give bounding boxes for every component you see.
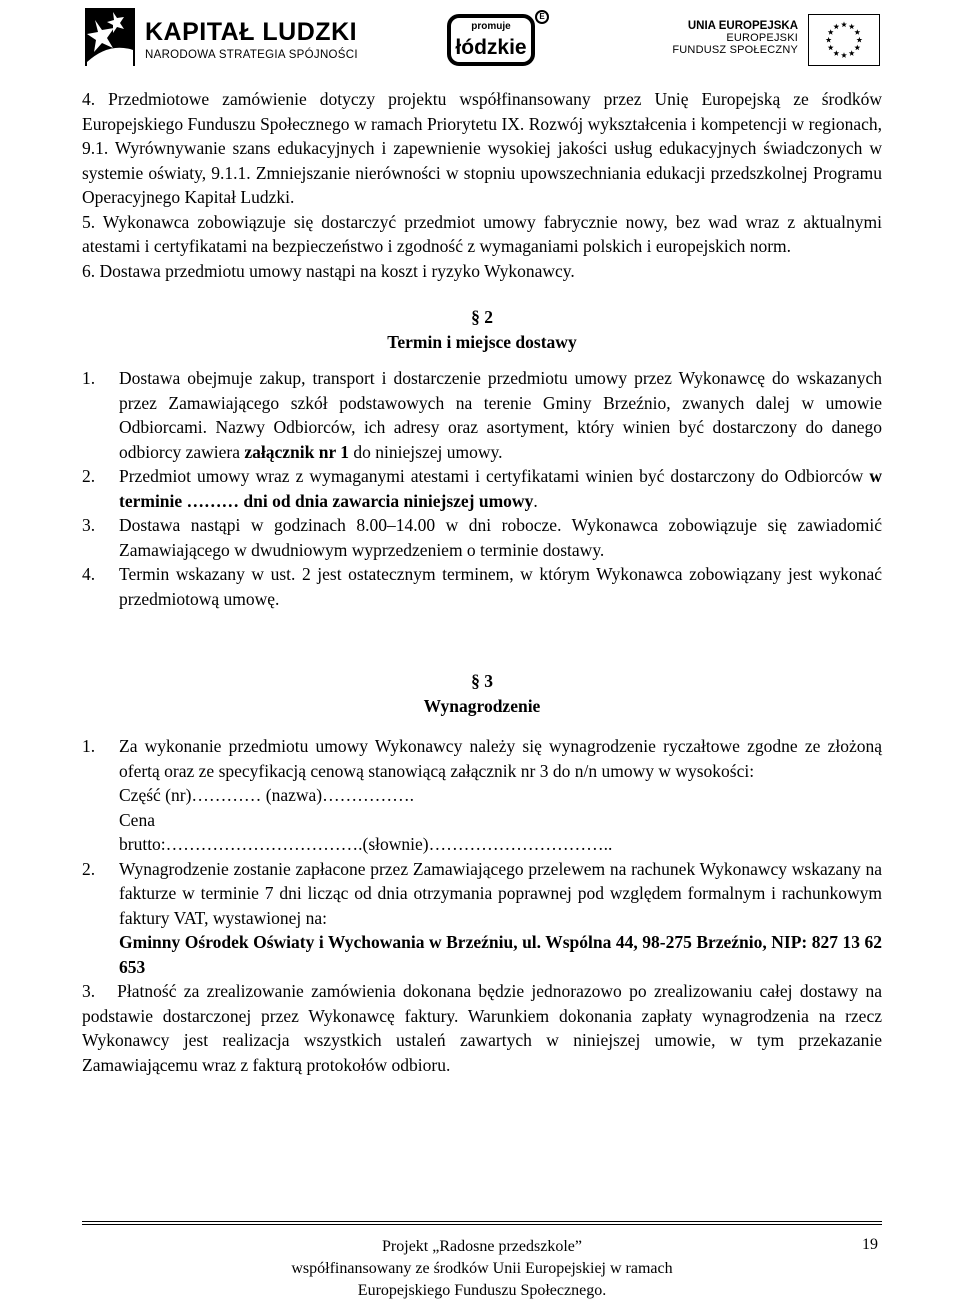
- lodzkie-main-text: łódzkie: [455, 36, 527, 59]
- section-2-item-3: [82, 513, 882, 562]
- item-number: 1.: [82, 368, 96, 388]
- kapital-ludzki-emblem-icon: [83, 6, 137, 68]
- document-body: [82, 87, 882, 1077]
- section-2-title: Termin i miejsce dostawy: [387, 331, 577, 352]
- item-text: Dostawa nastąpi w godzinach 8.00–14.00 w dni robocze. Wykonawca zobowiązuje się zawiadomić Zamawiającego w dwudniowym wyprzedzeniem o terminie dostawy.: [119, 515, 882, 560]
- eu-star-icon: [849, 24, 855, 30]
- footer-divider: [82, 1221, 882, 1222]
- page-number: 19: [862, 1236, 878, 1253]
- eu-star-icon: [826, 37, 832, 43]
- eu-star-icon: [841, 52, 847, 58]
- section-2-item-1: [82, 366, 882, 464]
- header-logos: [0, 0, 960, 80]
- eu-star-icon: [841, 22, 847, 28]
- intro-paragraph-5: 5. Wykonawca zobowiązuje się dostarczyć przedmiot umowy fabrycznie nowy, bez wad wraz z aktualnymi atestami i certyfikatami na bezpieczeństwo i zgodność z wymaganiami polskich i europejskich norm.: [82, 211, 882, 256]
- invoice-recipient: Gminny Ośrodek Oświaty i Wychowania w Brzeźniu, ul. Wspólna 44, 98-275 Brzeźnio, NIP: 827 13 62 653: [119, 932, 882, 977]
- eu-flag-icon: [808, 14, 880, 66]
- item-text: Płatność za zrealizowanie zamówienia dokonana będzie jednorazowo po zrealizowaniu całej dostawy na podstawie dostarczonej przez Wykonawcę faktury. Warunkiem dokonania zapłaty wynagrodzenia na rzecz Wykonawcy jest realizacja wszystkich ustaleń zawartych w niniejszej umowie, w tym przekazanie Zamawiającemu wraz z fakturą protokołów odbioru.: [82, 981, 883, 1075]
- item-text: Wynagrodzenie zostanie zapłacone przez Zamawiającego przelewem na rachunek Wykonawcy wskazany na fakturze w terminie 7 dni licząc od dnia otrzymania poprawnej pod względem formalnym i rachunkowym faktury VAT, wystawionej na:: [119, 858, 882, 928]
- eu-star-icon: [854, 45, 860, 51]
- section-2-item-2: [82, 464, 882, 513]
- item-number: 2.: [82, 858, 96, 879]
- item-text: Dostawa obejmuje zakup, transport i dostarczenie przedmiotu umowy przez Wykonawcę do wskazanych przez Zamawiającego szkół podstawowych na terenie Gminy Brzeźnio, zwanych dalej w umowie Odbiorcami. Nazwy Odbiorców, ich adresy oraz asortyment, który winien być dostarczony do danego odbiorcy zawiera: [119, 368, 882, 462]
- price-cena-line: Cena: [119, 809, 155, 830]
- intro-paragraph-4: 4. Przedmiotowe zamówienie dotyczy projektu współfinansowany przez Unię Europejską ze środków Europejskiego Funduszu Społecznego w ramach Priorytetu IX. Rozwój wykształcenia i kompetencji w regionach, 9.1. Wyrównywanie szans edukacyjnych i zapewnienie wysokiej jakości usług edukacyjnych świadczonych w systemie oświaty, 9.1.1. Zmniejszanie nierówności w stopniu upowszechniania edukacji przedszkolnej Programu Operacyjnego Kapitał Ludzki.: [82, 89, 882, 207]
- item-bold-text: w terminie ……… dni od dnia zawarcia niniejszej umowy: [119, 466, 882, 511]
- footer-divider-2: [82, 1224, 882, 1225]
- item-text: Za wykonanie przedmiotu umowy Wykonawcy należy się wynagrodzenie ryczałtowe zgodne ze złożoną ofertą oraz ze specyfikacją cenową stanowiącą załącznik nr 3 do n/n umowy w wysokości:: [119, 736, 882, 781]
- unia-europejska-logo: [672, 14, 890, 70]
- section-3-item-2: [82, 857, 882, 980]
- item-text: Przedmiot umowy wraz z wymaganymi atestami i certyfikatami winien być dostarczony do Odbiorców: [119, 466, 870, 486]
- section-3-title: Wynagrodzenie: [423, 695, 541, 716]
- section-3-item-1: [82, 734, 882, 857]
- section-2-number: § 2: [471, 307, 493, 327]
- intro-paragraph-6: 6. Dostawa przedmiotu umowy nastąpi na koszt i ryzyko Wykonawcy.: [82, 260, 575, 281]
- eu-star-icon: [828, 29, 834, 35]
- lodzkie-mark-icon: E: [535, 10, 549, 24]
- item-number: 4.: [82, 564, 96, 584]
- item-text-tail: .: [533, 490, 538, 511]
- ue-line3: FUNDUSZ SPOŁECZNY: [672, 44, 798, 56]
- item-text: Termin wskazany w ust. 2 jest ostatecznym terminem, w którym Wykonawca zobowiązany jest wykonać przedmiotową umowę.: [119, 564, 882, 609]
- ue-text: [672, 20, 798, 56]
- footer-line-1: Projekt „Radosne przedszkole”: [382, 1238, 582, 1255]
- kapital-ludzki-title: KAPITAŁ LUDZKI: [145, 18, 358, 46]
- item-number: 1.: [82, 736, 96, 756]
- eu-star-icon: [849, 50, 855, 56]
- price-part-line: Część (nr)………… (nazwa)…………….: [119, 785, 414, 805]
- eu-star-icon: [856, 37, 862, 43]
- footer-line-3: Europejskiego Funduszu Społecznego.: [357, 1282, 607, 1299]
- section-2-item-4: [82, 562, 882, 611]
- item-bold-text: załącznik nr 1: [244, 441, 350, 462]
- section-3-item-3: [82, 979, 882, 1077]
- eu-star-icon: [828, 45, 834, 51]
- section-3-number: § 3: [471, 671, 493, 691]
- eu-star-icon: [854, 29, 860, 35]
- item-number: 3.: [82, 515, 96, 535]
- item-number: 2.: [82, 466, 96, 486]
- footer-line-2: współfinansowany ze środków Unii Europejskiej w ramach: [291, 1260, 673, 1277]
- promuje-lodzkie-logo: [447, 10, 549, 70]
- kapital-ludzki-logo: [83, 6, 358, 68]
- page-footer: [232, 1236, 732, 1302]
- eu-star-icon: [833, 24, 839, 30]
- ue-line2: EUROPEJSKI: [726, 32, 798, 44]
- kapital-ludzki-subtitle: NARODOWA STRATEGIA SPÓJNOŚCI: [145, 49, 358, 61]
- eu-star-icon: [833, 50, 839, 56]
- lodzkie-top-text: promuje: [471, 21, 511, 32]
- item-text-tail: do niniejszej umowy.: [349, 441, 503, 462]
- price-brutto-line: brutto:…………………………….(słownie)…………………………..: [119, 834, 613, 854]
- ue-line1: UNIA EUROPEJSKA: [687, 20, 798, 32]
- item-number: 3.: [82, 981, 96, 1001]
